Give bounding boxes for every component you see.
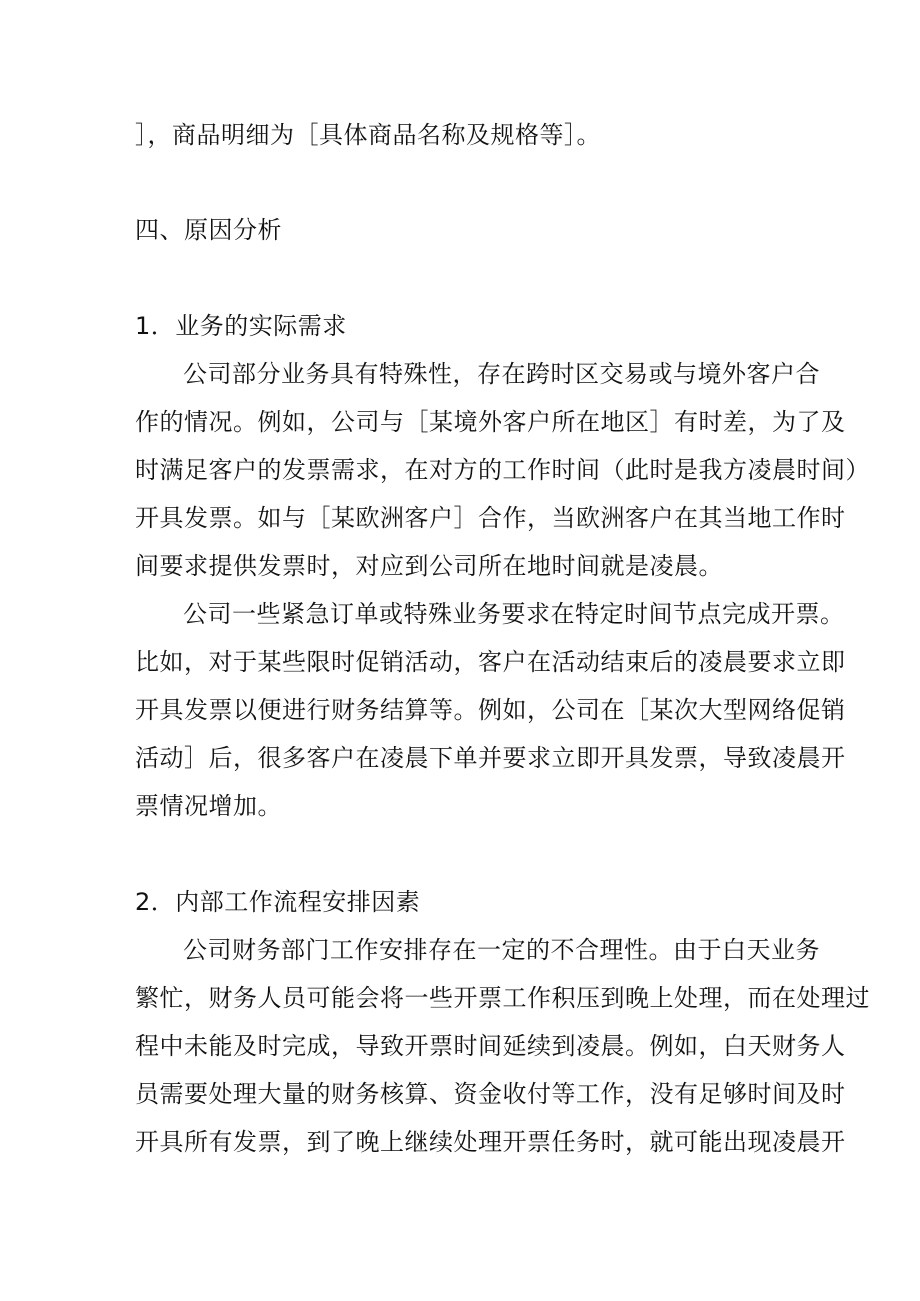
paragraph-line: 时满足客户的发票需求，在对方的工作时间（此时是我方凌晨时间） [135,456,870,484]
paragraph-line: 作的情况。例如，公司与［某境外客户所在地区］有时差，为了及 [135,408,846,436]
paragraph-line: 开具所有发票，到了晚上继续处理开票任务时，就可能出现凌晨开 [135,1128,846,1156]
paragraph-line: 活动］后，很多客户在凌晨下单并要求立即开具发票，导致凌晨开 [135,744,846,772]
paragraph-line: 公司部分业务具有特殊性，存在跨时区交易或与境外客户合 [183,360,820,388]
section-heading: 四、原因分析 [135,216,282,244]
intro-line: ］，商品明细为［具体商品名称及规格等］。 [135,121,601,149]
paragraph-line: 开具发票以便进行财务结算等。例如，公司在［某次大型网络促销 [135,696,846,724]
paragraph-line: 比如，对于某些限时促销活动，客户在活动结束后的凌晨要求立即 [135,648,846,676]
paragraph-line: 公司财务部门工作安排存在一定的不合理性。由于白天业务 [183,936,820,964]
subsection-heading-1: 1．业务的实际需求 [135,312,347,340]
paragraph-line: 公司一些紧急订单或特殊业务要求在特定时间节点完成开票。 [183,600,845,628]
paragraph-line: 繁忙，财务人员可能会将一些开票工作积压到晚上处理，而在处理过 [135,984,870,1012]
subsection-heading-2: 2．内部工作流程安排因素 [135,888,421,916]
paragraph-line: 票情况增加。 [135,792,282,820]
paragraph-line: 开具发票。如与［某欧洲客户］合作，当欧洲客户在其当地工作时 [135,504,846,532]
paragraph-line: 程中未能及时完成，导致开票时间延续到凌晨。例如，白天财务人 [135,1032,846,1060]
paragraph-line: 员需要处理大量的财务核算、资金收付等工作，没有足够时间及时 [135,1080,846,1108]
paragraph-line: 间要求提供发票时，对应到公司所在地时间就是凌晨。 [135,552,723,580]
